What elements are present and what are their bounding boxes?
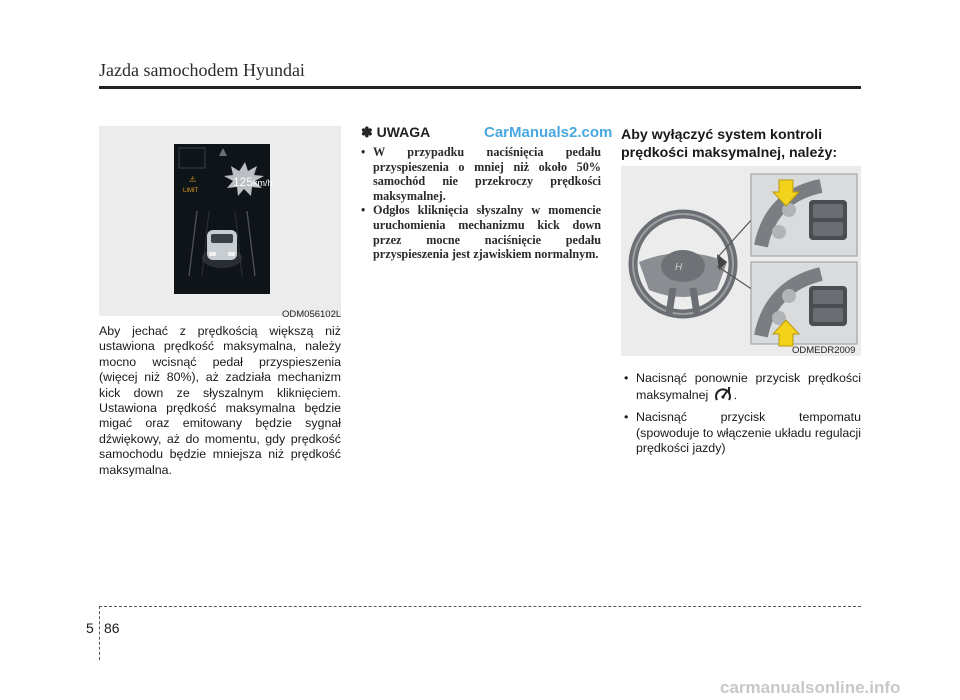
footer-divider (99, 606, 100, 660)
speed-value: 125 (233, 175, 254, 189)
instrument-display-panel (174, 144, 270, 294)
chapter-number: 5 (86, 620, 94, 636)
switch-detail-top (751, 174, 857, 256)
limiter-icon: ⚠ (189, 175, 197, 184)
speed-display-illustration (99, 126, 341, 316)
note-item: • W przypadku naciśnięcia pedału przyspieszenia o mniej niż około 50% samochód nie przekroczy prędkości maksymalnej. (361, 145, 601, 203)
instruction-item: • Nacisnąć ponownie przycisk prędkości maksymalnej . (621, 371, 861, 407)
left-column-text (99, 324, 341, 478)
limit-label: LIMIT (183, 188, 199, 194)
switch-detail-bottom (751, 262, 857, 344)
note-list (361, 145, 601, 262)
note-title: ✽ UWAGA (361, 124, 431, 140)
steering-wheel-icon (633, 214, 733, 314)
footer-rule (99, 606, 861, 607)
watermark-bottom: carmanualsonline.info (720, 678, 901, 697)
steering-wheel-illustration (621, 166, 861, 356)
header-rule (99, 86, 861, 89)
figure-caption-right: ODMEDR2009 (792, 345, 856, 356)
speed-display-figure (99, 126, 341, 316)
speed-unit: km/h (253, 178, 273, 188)
section-title: Aby wyłączyć system kontroli prędkości maksymalnej, należy: (621, 127, 838, 161)
svg-text:H: H (675, 262, 683, 273)
instruction-list (621, 371, 861, 460)
page-header-title: Jazda samochodem Hyundai (99, 60, 305, 80)
watermark-top: CarManuals2.com (484, 124, 613, 141)
note-item: • Odgłos kliknięcia słyszalny w momencie uruchomienia mechanizmu kick down przez mocne naciśnięcie pedału przyspieszenia jest zjawiskiem normalnym. (361, 203, 601, 261)
figure-caption-left: ODM056102L (282, 309, 342, 320)
speed-limiter-icon (714, 387, 732, 408)
left-paragraph: Aby jechać z prędkością większą niż ustawiona prędkość maksymalna, należy mocno wcisnąć pedał przyspieszenia (więcej niż 80%), aż zadziała mechanizm kick down ze słyszalnym kliknięciem. Ustawiona prędkość maksymalna będzie migać oraz emitowany będzie sygnał dźwiękowy, aż do momentu, gdy prędkość samochodu będzie mniejsza niż prędkość maksymalna. (99, 324, 341, 477)
instruction-item: • Nacisnąć przycisk tempomatu (spowoduje to włączenie układu regulacji prędkości jazdy) (621, 410, 861, 457)
page-number: 86 (104, 620, 120, 636)
steering-wheel-figure (621, 166, 861, 356)
